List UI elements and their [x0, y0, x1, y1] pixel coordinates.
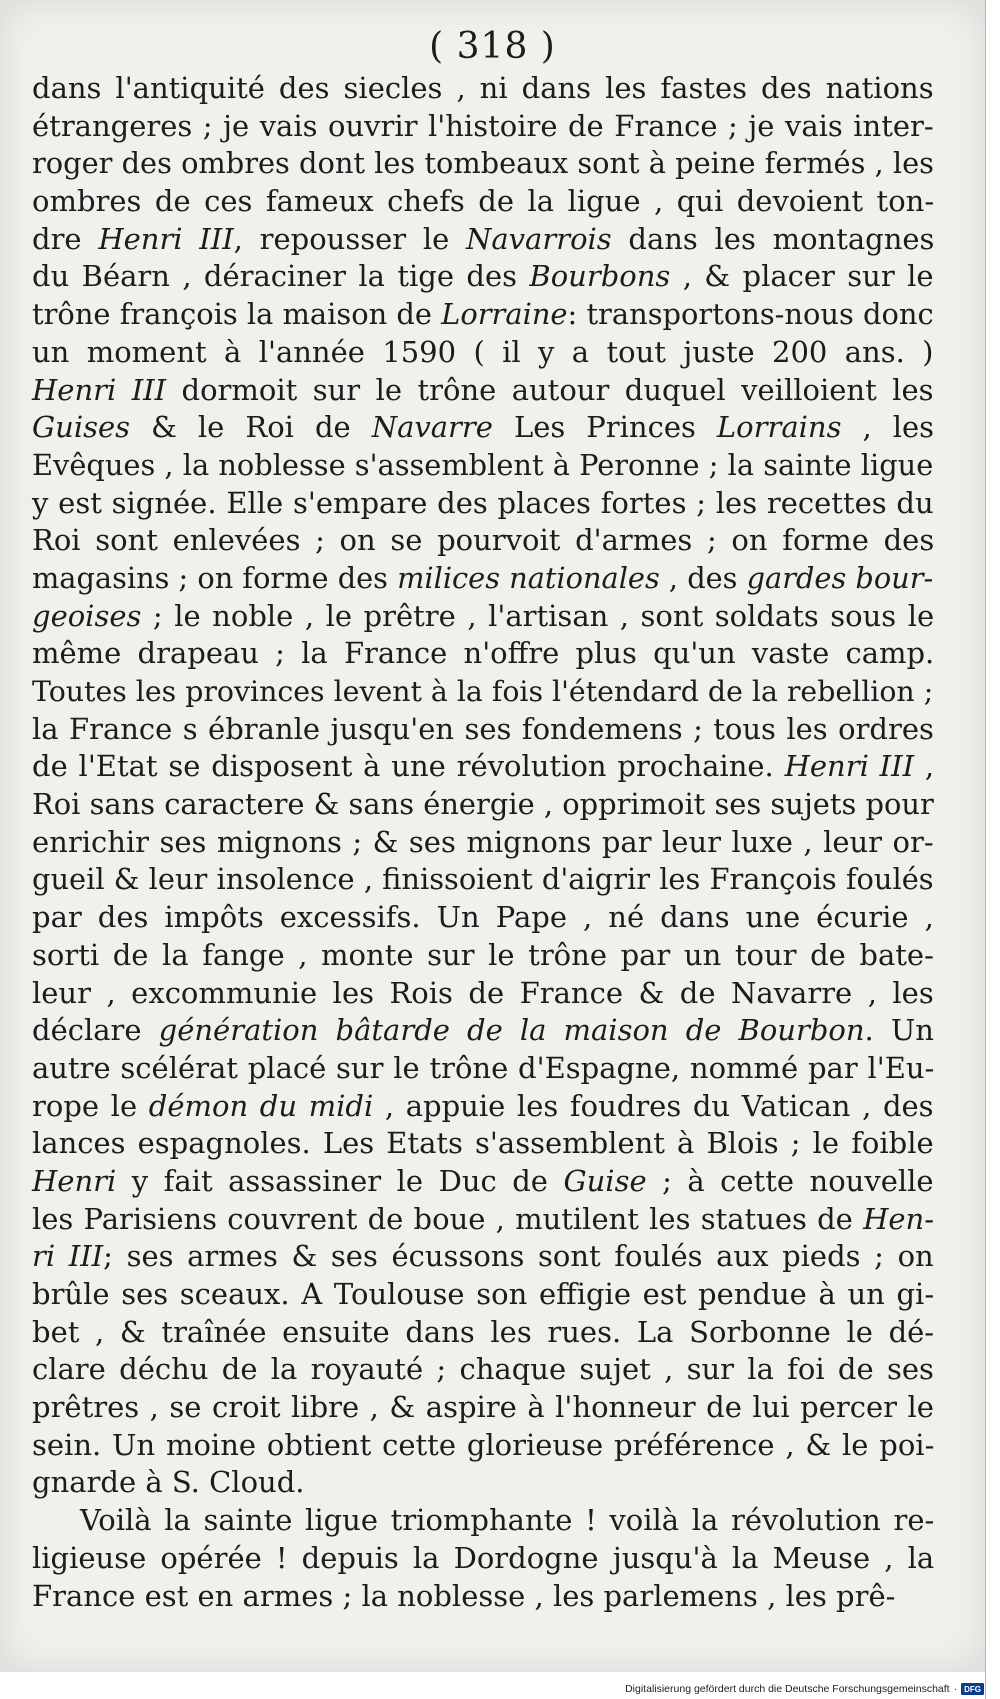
italic-text: geoises — [32, 598, 142, 633]
text-line — [32, 861, 934, 899]
text-line — [32, 1464, 934, 1502]
text-line — [32, 221, 934, 259]
text-span: Evêques , la noblesse s'assemblent à Peronne ; la sainte ligue — [32, 447, 934, 482]
text-span: sein. Un moine obtient cette glorieuse préférence , & le poi- — [32, 1427, 935, 1462]
text-span: roger des ombres dont les tombeaux sont à peine fermés , les — [32, 146, 934, 181]
italic-text: Hen- — [863, 1201, 934, 1236]
text-line — [32, 1012, 934, 1050]
text-span: de l'Etat se disposent à une révolution prochaine. — [32, 749, 785, 784]
text-span: leur , excommunie les Rois de France & de Navarre , les — [32, 975, 934, 1010]
page-edge — [985, 0, 1000, 1699]
text-span: y est signée. Elle s'empare des places fortes ; les recettes du — [32, 485, 934, 520]
text-span: , des — [659, 560, 747, 595]
text-line — [32, 824, 934, 862]
text-line — [32, 1427, 934, 1465]
text-span: enrichir ses mignons ; & ses mignons par leur luxe , leur or- — [32, 824, 934, 859]
text-span: dans l'antiquité des siecles , ni dans les fastes des nations — [32, 71, 934, 105]
text-line — [32, 673, 934, 711]
text-span: dans les montagnes — [611, 221, 935, 256]
text-span: , & placer sur le — [670, 259, 934, 294]
text-line — [32, 372, 934, 410]
italic-text: Guise — [563, 1163, 647, 1198]
text-span: : transportons-nous donc — [567, 297, 934, 332]
text-span: , — [914, 749, 935, 784]
text-span: dre — [32, 221, 99, 256]
text-line — [32, 258, 934, 296]
italic-text: Lorrains — [716, 410, 842, 445]
text-line — [32, 1125, 934, 1163]
text-line — [32, 1540, 934, 1578]
italic-text: Henri III — [98, 221, 234, 256]
text-span: ; le noble , le prêtre , l'artisan , sont soldats sous le — [141, 598, 935, 633]
text-line — [32, 1276, 934, 1314]
text-line — [32, 1238, 934, 1276]
text-line — [32, 975, 934, 1013]
page-number: ( 318 ) — [429, 26, 556, 67]
text-span: trône françois la maison de — [32, 297, 442, 332]
text-line — [32, 334, 934, 372]
text-span: Roi sont enlevées ; on se pourvoit d'armes ; on forme des — [32, 523, 935, 558]
text-line — [32, 1578, 934, 1616]
italic-text: Navarrois — [466, 221, 612, 256]
text-line — [32, 1201, 934, 1239]
italic-text: gardes bour- — [746, 560, 934, 595]
text-span: gueil & leur insolence , finissoient d'aigrir les François foulés — [32, 862, 934, 897]
text-span: ombres de ces fameux chefs de la ligue , qui devoient ton- — [32, 184, 935, 219]
text-span: clare déchu de la royauté ; chaque sujet , sur la foi de ses — [32, 1352, 934, 1387]
text-line — [32, 560, 934, 598]
text-line — [32, 183, 934, 221]
text-line — [32, 1351, 934, 1389]
italic-text: Henri III — [784, 749, 915, 784]
text-span: prêtres , se croit libre , & aspire à l'honneur de lui percer le — [32, 1390, 934, 1425]
text-line — [32, 748, 934, 786]
text-span: bet , & traînée ensuite dans les rues. La Sorbonne le dé- — [32, 1314, 935, 1349]
text-span: même drapeau ; la France n'offre plus qu'un vaste camp. — [32, 636, 935, 671]
text-line — [32, 1088, 934, 1126]
text-span: ligieuse opérée ! depuis la Dordogne jusqu'à la Meuse , la — [32, 1540, 935, 1575]
text-span: par des impôts excessifs. Un Pape , né dans une écurie , — [32, 900, 934, 935]
text-span: ; ses armes & ses écussons sont foulés aux pieds ; on — [103, 1239, 934, 1274]
text-span: sorti de la fange , monte sur le trône par un tour de bate- — [32, 937, 934, 972]
text-line — [32, 598, 934, 636]
text-span: brûle ses sceaux. A Toulouse son effigie est pendue à un gi- — [32, 1277, 935, 1311]
italic-text: génération bâtarde de la maison de Bourbon — [158, 1013, 865, 1048]
credit-text: Digitalisierung gefördert durch die Deutsche Forschungsgemeinschaft — [625, 1683, 950, 1695]
text-line — [32, 447, 934, 485]
page-text — [32, 70, 934, 1615]
text-span: dormoit sur le trône autour duquel veilloient les — [166, 372, 934, 407]
text-span: autre scélérat placé sur le trône d'Espagne, nommé par l'Eu- — [32, 1050, 935, 1085]
text-line — [32, 1050, 934, 1088]
text-line — [32, 1314, 934, 1352]
text-line — [32, 711, 934, 749]
text-span: & le Roi de — [130, 410, 372, 445]
italic-text: milices nationales — [397, 560, 660, 595]
text-span: Roi sans caractere & sans énergie , opprimoit ses sujets pour — [32, 787, 934, 822]
text-span: ; à cette nouvelle — [646, 1163, 934, 1198]
text-line — [32, 409, 934, 447]
dfg-logo: DFG — [961, 1683, 984, 1695]
text-span: du Béarn , déraciner la tige des — [32, 259, 530, 294]
text-line — [32, 70, 934, 108]
text-line — [32, 296, 934, 334]
text-span: Voilà la sainte ligue triomphante ! voilà la révolution re- — [80, 1503, 935, 1538]
text-span: un moment à l'année 1590 ( il y a tout juste 200 ans. ) — [32, 334, 934, 369]
text-line — [32, 786, 934, 824]
text-line — [32, 485, 934, 523]
italic-text: Henri III — [32, 372, 167, 407]
italic-text: Guises — [32, 410, 131, 445]
text-span: gnarde à S. Cloud. — [32, 1465, 305, 1500]
text-span: Toutes les provinces levent à la fois l'étendard de la rebellion ; — [32, 675, 934, 708]
italic-text: Lorraine — [441, 297, 568, 332]
text-line — [32, 1163, 934, 1201]
italic-text: Navarre — [371, 410, 493, 445]
text-line — [32, 937, 934, 975]
text-span: , repousser le — [233, 221, 466, 256]
italic-text: Henri — [32, 1163, 117, 1198]
italic-text: ri III — [32, 1239, 104, 1274]
text-span: la France s ébranle jusqu'en ses fondemens ; tous les ordres — [32, 711, 934, 746]
text-span: magasins ; on forme des — [32, 560, 398, 595]
italic-text: démon du midi — [148, 1088, 374, 1123]
text-span: . Un — [864, 1013, 934, 1048]
text-span: les Parisiens couvrent de boue , mutilent les statues de — [32, 1201, 864, 1236]
text-line — [32, 635, 934, 673]
text-line — [32, 108, 934, 146]
text-span: , les — [841, 410, 935, 445]
text-line — [32, 1502, 934, 1540]
text-span: Les Princes — [492, 410, 717, 445]
text-span: déclare — [32, 1013, 159, 1048]
text-span: étrangeres ; je vais ouvrir l'histoire de France ; je vais inter- — [32, 108, 934, 143]
italic-text: Bourbons — [529, 259, 671, 294]
text-line — [32, 1389, 934, 1427]
text-span: y fait assassiner le Duc de — [116, 1163, 564, 1198]
text-span: lances espagnoles. Les Etats s'assemblent à Blois ; le foible — [32, 1126, 934, 1161]
text-span: , appuie les foudres du Vatican , des — [373, 1088, 934, 1123]
text-span: rope le — [32, 1088, 149, 1123]
text-line — [32, 522, 934, 560]
text-span: France est en armes ; la noblesse , les parlemens , les prê- — [32, 1578, 896, 1613]
text-line — [32, 145, 934, 183]
digitization-credit: Digitalisierung gefördert durch die Deutsche Forschungsgemeinschaft · DFG — [625, 1681, 984, 1697]
text-line — [32, 899, 934, 937]
